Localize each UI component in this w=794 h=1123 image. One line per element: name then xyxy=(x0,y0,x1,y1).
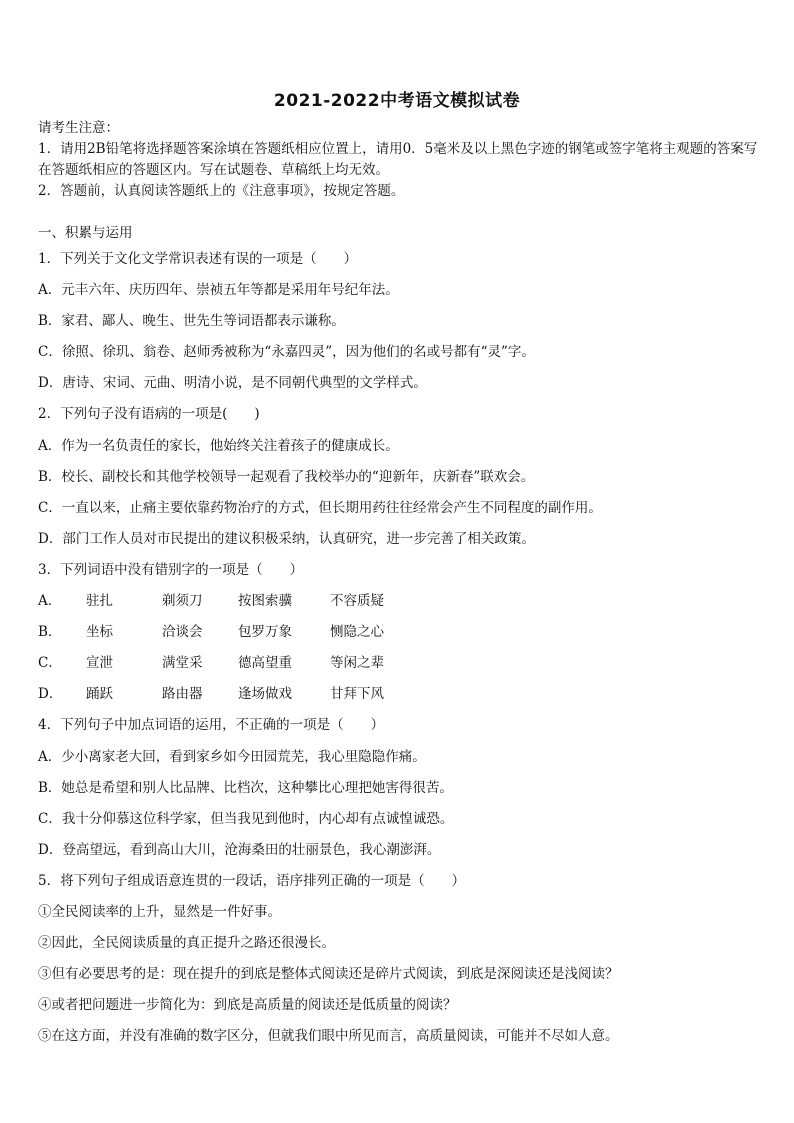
section-heading: 一、积累与运用 xyxy=(38,225,133,241)
option-word: 逢场做戏 xyxy=(238,686,292,703)
option-label: A． xyxy=(38,593,62,610)
q3-option-c xyxy=(38,648,760,679)
q1-option-b: B．家君、鄙人、晚生、世先生等词语都表示谦称。 xyxy=(38,313,345,330)
q3-option-a xyxy=(38,586,760,617)
question-body xyxy=(38,222,760,1052)
q1-option-d: D．唐诗、宋词、元曲、明清小说，是不同朝代典型的文学样式。 xyxy=(38,375,427,392)
option-word: 驻扎 xyxy=(86,593,113,610)
q1-option-a: A．元丰六年、庆历四年、崇祯五年等都是采用年号纪年法。 xyxy=(38,282,399,299)
q5-sentence-3: ③但有必要思考的是：现在提升的到底是整体式阅读还是碎片式阅读，到底是深阅读还是浅阅读？ xyxy=(38,966,619,983)
option-word: 洽谈会 xyxy=(162,624,203,641)
q5-stem: 5．将下列句子组成语意连贯的一段话，语序排列正确的一项是（ ） xyxy=(38,872,466,889)
q2-option-d: D．部门工作人员对市民提出的建议积极采纳，认真研究，进一步完善了相关政策。 xyxy=(38,530,535,547)
notice-item-2: 2．答题前，认真阅读答题纸上的《注意事项》，按规定答题。 xyxy=(38,183,405,199)
option-word: 等闲之辈 xyxy=(330,655,384,672)
notice-item-1: 1．请用2B铅笔将选择题答案涂填在答题纸相应位置上，请用0．5毫米及以上黑色字迹的钢笔或签字笔将主观题的答案写在答题纸相应的答题区内。写在试题卷、草稿纸上均无效。 xyxy=(38,141,758,178)
option-word: 路由器 xyxy=(162,686,203,703)
q5-sentence-4: ④或者把问题进一步简化为：到底是高质量的阅读还是低质量的阅读？ xyxy=(38,997,457,1014)
q3-stem: 3．下列词语中没有错别字的一项是（ ） xyxy=(38,561,304,578)
q1-stem: 1．下列关于文化文学常识表述有误的一项是（ ） xyxy=(38,251,358,267)
option-word: 坐标 xyxy=(86,624,113,641)
option-label: D． xyxy=(38,686,63,703)
option-word: 踊跃 xyxy=(86,686,113,703)
q4-option-c: C．我十分仰慕这位科学家，但当我见到他时，内心却有点诚惶诚恐。 xyxy=(38,810,454,827)
option-word: 恻隐之心 xyxy=(330,624,384,641)
q5-sentence-5: ⑤在这方面，并没有准确的数字区分，但就我们眼中所见而言，高质量阅读，可能并不尽如人意。 xyxy=(38,1028,619,1045)
q2-option-b: B．校长、副校长和其他学校领导一起观看了我校举办的“迎新年，庆新春”联欢会。 xyxy=(38,468,535,485)
q5-sentence-1: ①全民阅读率的上升，显然是一件好事。 xyxy=(38,903,281,920)
q4-option-b: B．她总是希望和别人比品牌、比档次，这种攀比心理把她害得很苦。 xyxy=(38,779,453,796)
option-word: 包罗万象 xyxy=(238,624,292,641)
q2-stem: 2．下列句子没有语病的一项是( ) xyxy=(38,406,260,423)
option-word: 不容质疑 xyxy=(330,593,384,610)
q2-option-c: C．一直以来，止痛主要依靠药物治疗的方式，但长期用药往往经常会产生不同程度的副作用。 xyxy=(38,499,602,516)
q4-option-d: D．登高望远，看到高山大川，沧海桑田的壮丽景色，我心潮澎湃。 xyxy=(38,841,441,858)
option-word: 德高望重 xyxy=(238,655,292,672)
q4-stem: 4．下列句子中加点词语的运用，不正确的一项是（ ） xyxy=(38,717,385,734)
option-label: C． xyxy=(38,655,62,672)
option-word: 按图索骥 xyxy=(238,593,292,610)
option-label: B． xyxy=(38,624,62,641)
q5-sentence-2: ②因此，全民阅读质量的真正提升之路还很漫长。 xyxy=(38,935,335,952)
q3-option-d xyxy=(38,679,760,710)
page-title: 2021-2022中考语文模拟试卷 xyxy=(273,91,521,111)
q1-option-c: C．徐照、徐玑、翁卷、赵师秀被称为“永嘉四灵”，因为他们的名或号都有“灵”字。 xyxy=(38,344,535,361)
notice-heading: 请考生注意： xyxy=(38,120,119,136)
option-word: 甘拜下风 xyxy=(330,686,384,703)
q3-option-b xyxy=(38,617,760,648)
option-word: 宣泄 xyxy=(86,655,113,672)
q4-option-a: A．少小离家老大回，看到家乡如今田园荒芜，我心里隐隐作痛。 xyxy=(38,748,426,765)
option-word: 满堂采 xyxy=(162,655,203,672)
q2-option-a: A．作为一名负责任的家长，他始终关注着孩子的健康成长。 xyxy=(38,437,399,454)
notice-block xyxy=(38,118,760,202)
option-word: 剃须刀 xyxy=(162,593,203,610)
